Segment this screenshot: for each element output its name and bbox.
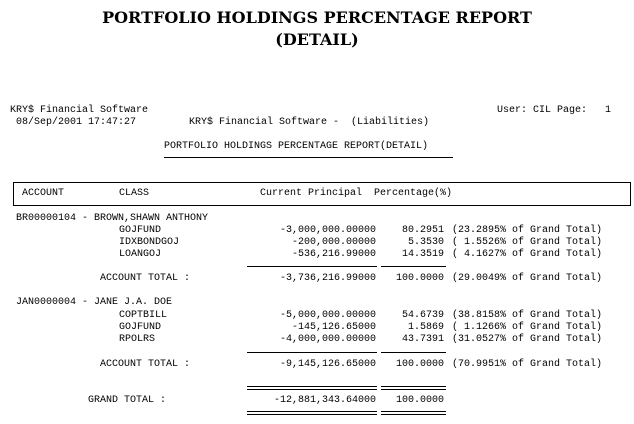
account-total-principal: -3,736,216.99000 xyxy=(279,273,376,284)
grand-total-pct-rule-top xyxy=(381,389,446,390)
column-current-principal: Current Principal xyxy=(260,188,363,199)
account-total-percentage: 100.0000 xyxy=(395,359,444,370)
column-account: ACCOUNT xyxy=(22,188,65,199)
row-class: GOJFUND xyxy=(119,322,162,333)
principal-subtotal-rule xyxy=(247,352,377,353)
report-title: PORTFOLIO HOLDINGS PERCENTAGE REPORT xyxy=(102,8,532,27)
account-total-principal: -9,145,126.65000 xyxy=(279,359,376,370)
row-grand-pct: ( 1.1266% of Grand Total) xyxy=(452,322,603,333)
report-subtitle: KRY$ Financial Software - (Liabilities) xyxy=(189,117,430,128)
row-class: COPTBILL xyxy=(119,310,168,321)
grand-total-rule-top xyxy=(247,386,377,387)
row-class: LOANGOJ xyxy=(119,249,162,260)
grand-total-pct-rule-bottom xyxy=(381,411,446,412)
row-principal: -536,216.99000 xyxy=(291,249,376,260)
principal-subtotal-rule xyxy=(247,266,377,267)
user-page-info: User: CIL Page: 1 xyxy=(497,105,612,116)
account-total-grand-pct: (70.9951% of Grand Total) xyxy=(452,359,603,370)
row-class: GOJFUND xyxy=(119,225,162,236)
row-principal: -3,000,000.00000 xyxy=(279,225,376,236)
grand-total-pct-rule-bottom xyxy=(381,414,446,415)
row-percentage: 43.7391 xyxy=(401,334,444,345)
subheading-underline xyxy=(164,157,453,158)
row-grand-pct: ( 1.5526% of Grand Total) xyxy=(452,237,603,248)
row-percentage: 1.5869 xyxy=(407,322,444,333)
row-grand-pct: (38.8158% of Grand Total) xyxy=(452,310,603,321)
account-total-label: ACCOUNT TOTAL : xyxy=(100,359,191,370)
row-percentage: 80.2951 xyxy=(401,225,444,236)
row-principal: -4,000,000.00000 xyxy=(279,334,376,345)
grand-total-label: GRAND TOTAL : xyxy=(88,395,167,406)
percentage-subtotal-rule xyxy=(381,352,446,353)
percentage-subtotal-rule xyxy=(381,266,446,267)
row-principal: -145,126.65000 xyxy=(291,322,376,333)
grand-total-principal: -12,881,343.64000 xyxy=(273,395,376,406)
report-title-detail: (DETAIL) xyxy=(275,30,359,49)
row-grand-pct: ( 4.1627% of Grand Total) xyxy=(452,249,603,260)
grand-total-rule-bottom xyxy=(247,411,377,412)
account-header: BR00000104 - BROWN,SHAWN ANTHONY xyxy=(16,213,209,224)
grand-total-rule-bottom xyxy=(247,414,377,415)
grand-total-percentage: 100.0000 xyxy=(395,395,444,406)
row-class: RPOLRS xyxy=(119,334,156,345)
row-principal: -5,000,000.00000 xyxy=(279,310,376,321)
column-class: CLASS xyxy=(119,188,150,199)
account-total-percentage: 100.0000 xyxy=(395,273,444,284)
account-header: JAN0000004 - JANE J.A. DOE xyxy=(16,297,173,308)
row-percentage: 5.3530 xyxy=(407,237,444,248)
row-principal: -200,000.00000 xyxy=(291,237,376,248)
row-percentage: 14.3519 xyxy=(401,249,444,260)
row-grand-pct: (23.2895% of Grand Total) xyxy=(452,225,603,236)
report-subheading: PORTFOLIO HOLDINGS PERCENTAGE REPORT(DETAIL) xyxy=(164,141,429,152)
account-total-grand-pct: (29.0049% of Grand Total) xyxy=(452,273,603,284)
report-datetime: 08/Sep/2001 17:47:27 xyxy=(16,117,137,128)
grand-total-rule-top xyxy=(247,389,377,390)
account-total-label: ACCOUNT TOTAL : xyxy=(100,273,191,284)
company-name: KRY$ Financial Software xyxy=(10,105,149,116)
grand-total-pct-rule-top xyxy=(381,386,446,387)
row-grand-pct: (31.0527% of Grand Total) xyxy=(452,334,603,345)
row-percentage: 54.6739 xyxy=(401,310,444,321)
row-class: IDXBONDGOJ xyxy=(119,237,180,248)
column-percentage: Percentage(%) xyxy=(374,188,453,199)
